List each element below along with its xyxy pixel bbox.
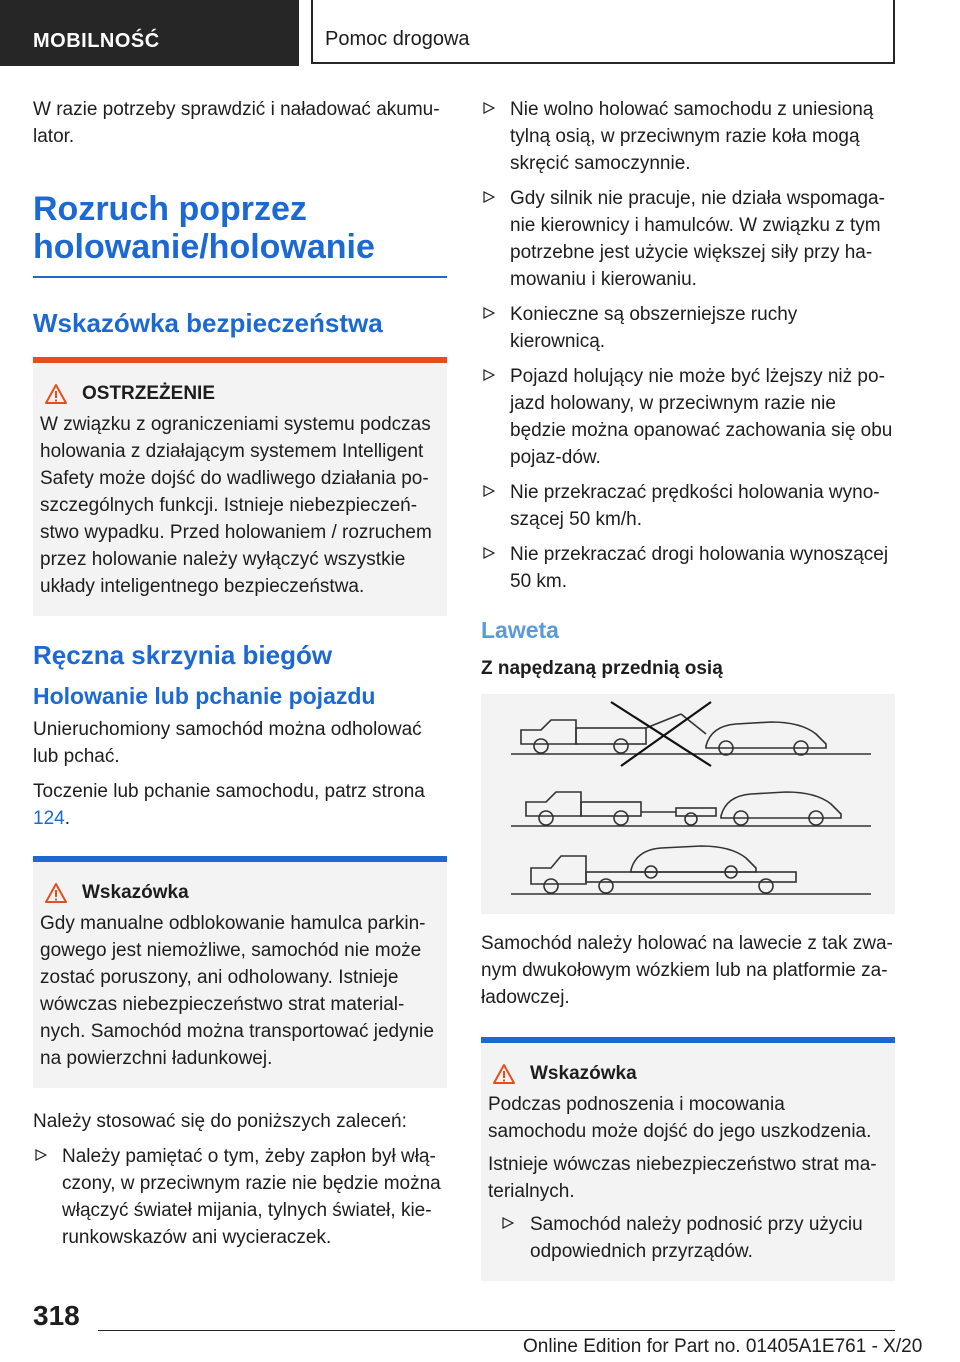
warning-triangle-icon xyxy=(492,1063,516,1085)
note-p2-right: Istnieje wówczas niebezpieczeństwo strat ma-terialnych. xyxy=(488,1154,877,1202)
list-item-text: Należy pamiętać o tym, żeby zapłon był włą-czony, w przeciwnym razie nie będzie można włączyć świateł mijania, tylnych świateł, kie-runkowskazów ani wycieraczek. xyxy=(62,1146,441,1248)
towing-p2-suffix: . xyxy=(64,808,70,829)
list-item-text: Nie wolno holować samochodu z uniesioną tylną osią, w przeciwnym razie koła mogą skręcić samoczynnie. xyxy=(510,99,874,174)
triangle-bullet-icon xyxy=(483,485,495,497)
gearbox-heading: Ręczna skrzynia biegów xyxy=(33,640,333,670)
towing-illustration xyxy=(481,694,895,914)
list-item xyxy=(33,1143,447,1251)
note-title-left xyxy=(40,882,439,904)
right-bullet-list xyxy=(481,96,895,595)
warning-text: W związku z ograniczeniami systemu podczas holowania z działającym systemem Intelligent Safety może dojść do wadliwego działania po-szczególnych funkcji. Istnieje niebezpieczeń-stwo wypadku. Przed holowaniem / rozruchem przez holowanie należy wyłączyć wszystkie układy inteligentnego bezpieczeństwa. xyxy=(40,414,432,597)
main-heading: Rozruch poprzez holowanie/holowanie xyxy=(33,190,447,278)
triangle-bullet-icon xyxy=(483,307,495,319)
note-p1-right: Podczas podnoszenia i mocowania samochodu może dojść do jego uszkodzenia. xyxy=(488,1094,872,1142)
warning-title xyxy=(40,383,439,405)
note-bullet-list xyxy=(488,1211,887,1265)
page-reference-link[interactable]: 124 xyxy=(33,808,65,829)
triangle-bullet-icon xyxy=(483,547,495,559)
left-column xyxy=(33,96,447,1259)
triangle-bullet-icon xyxy=(483,191,495,203)
towing-heading: Holowanie lub pchanie pojazdu xyxy=(33,683,376,709)
note-text-left: Gdy manualne odblokowanie hamulca parkin-gowego jest niemożliwe, samochód nie może zostać poruszony, ani odholowany. Istnieje wówczas niebezpieczeństwo strat material-nych. Samochód można transportować jedynie na powierzchni ładunkowej. xyxy=(40,913,434,1069)
towing-p2-text: Toczenie lub pchanie samochodu, patrz strona xyxy=(33,781,425,802)
edition-text: Online Edition for Part no. 01405A1E761 - X/20 xyxy=(523,1336,923,1357)
towing-p2 xyxy=(33,778,447,832)
triangle-bullet-icon xyxy=(483,102,495,114)
laweta-heading: Laweta xyxy=(481,617,559,643)
triangle-bullet-icon xyxy=(35,1149,47,1161)
left-bullet-list xyxy=(33,1143,447,1251)
towing-p1: Unieruchomiony samochód można odholować lub pchać. xyxy=(33,719,422,767)
list-item xyxy=(481,479,895,533)
warning-triangle-icon xyxy=(44,383,68,405)
topic-tab: Pomoc drogowa xyxy=(311,0,895,64)
note-title-text-right: Wskazówka xyxy=(530,1063,637,1084)
triangle-bullet-icon xyxy=(502,1217,514,1229)
list-item xyxy=(481,301,895,355)
note-box-left xyxy=(33,856,447,1088)
tow-truck-diagram xyxy=(481,694,895,914)
warning-triangle-icon xyxy=(44,882,68,904)
footer-divider xyxy=(98,1330,895,1331)
list-item xyxy=(481,96,895,177)
list-item-text: Pojazd holujący nie może być lżejszy niż po-jazd holowany, w przeciwnym razie nie będzie można opanować zachowania się obu pojaz-dów. xyxy=(510,366,893,468)
warning-box xyxy=(33,357,447,616)
page-number: 318 xyxy=(33,1300,80,1331)
list-item xyxy=(488,1211,887,1265)
right-column xyxy=(481,96,895,1301)
list-item xyxy=(481,541,895,595)
recommend-text: Należy stosować się do poniższych zaleceń: xyxy=(33,1111,407,1132)
triangle-bullet-icon xyxy=(483,369,495,381)
list-item-text: Samochód należy podnosić przy użyciu odpowiednich przyrządów. xyxy=(530,1214,863,1262)
list-item xyxy=(481,363,895,471)
note-title-text-left: Wskazówka xyxy=(82,882,189,903)
page-header xyxy=(0,0,960,66)
front-axle-heading: Z napędzaną przednią osią xyxy=(481,658,723,679)
list-item-text: Konieczne są obszerniejsze ruchy kierownicą. xyxy=(510,304,798,352)
safety-heading: Wskazówka bezpieczeństwa xyxy=(33,308,383,338)
section-tab: MOBILNOŚĆ xyxy=(0,0,299,66)
warning-title-text: OSTRZEŻENIE xyxy=(82,383,216,404)
list-item xyxy=(481,185,895,293)
laweta-text: Samochód należy holować na lawecie z tak zwa-nym dwukołowym wózkiem lub na platformie za-ładowczej. xyxy=(481,933,893,1008)
note-title-right xyxy=(488,1063,887,1085)
intro-text: W razie potrzeby sprawdzić i naładować akumu- lator. xyxy=(33,99,440,147)
list-item-text: Nie przekraczać prędkości holowania wyno-szącej 50 km/h. xyxy=(510,482,880,530)
list-item-text: Nie przekraczać drogi holowania wynoszącej 50 km. xyxy=(510,544,889,592)
list-item-text: Gdy silnik nie pracuje, nie działa wspomaga-nie kierownicy i hamulców. W związku z tym potrzebne jest użycie większej siły przy ha-mowaniu i kierowaniu. xyxy=(510,188,885,290)
note-box-right xyxy=(481,1037,895,1281)
